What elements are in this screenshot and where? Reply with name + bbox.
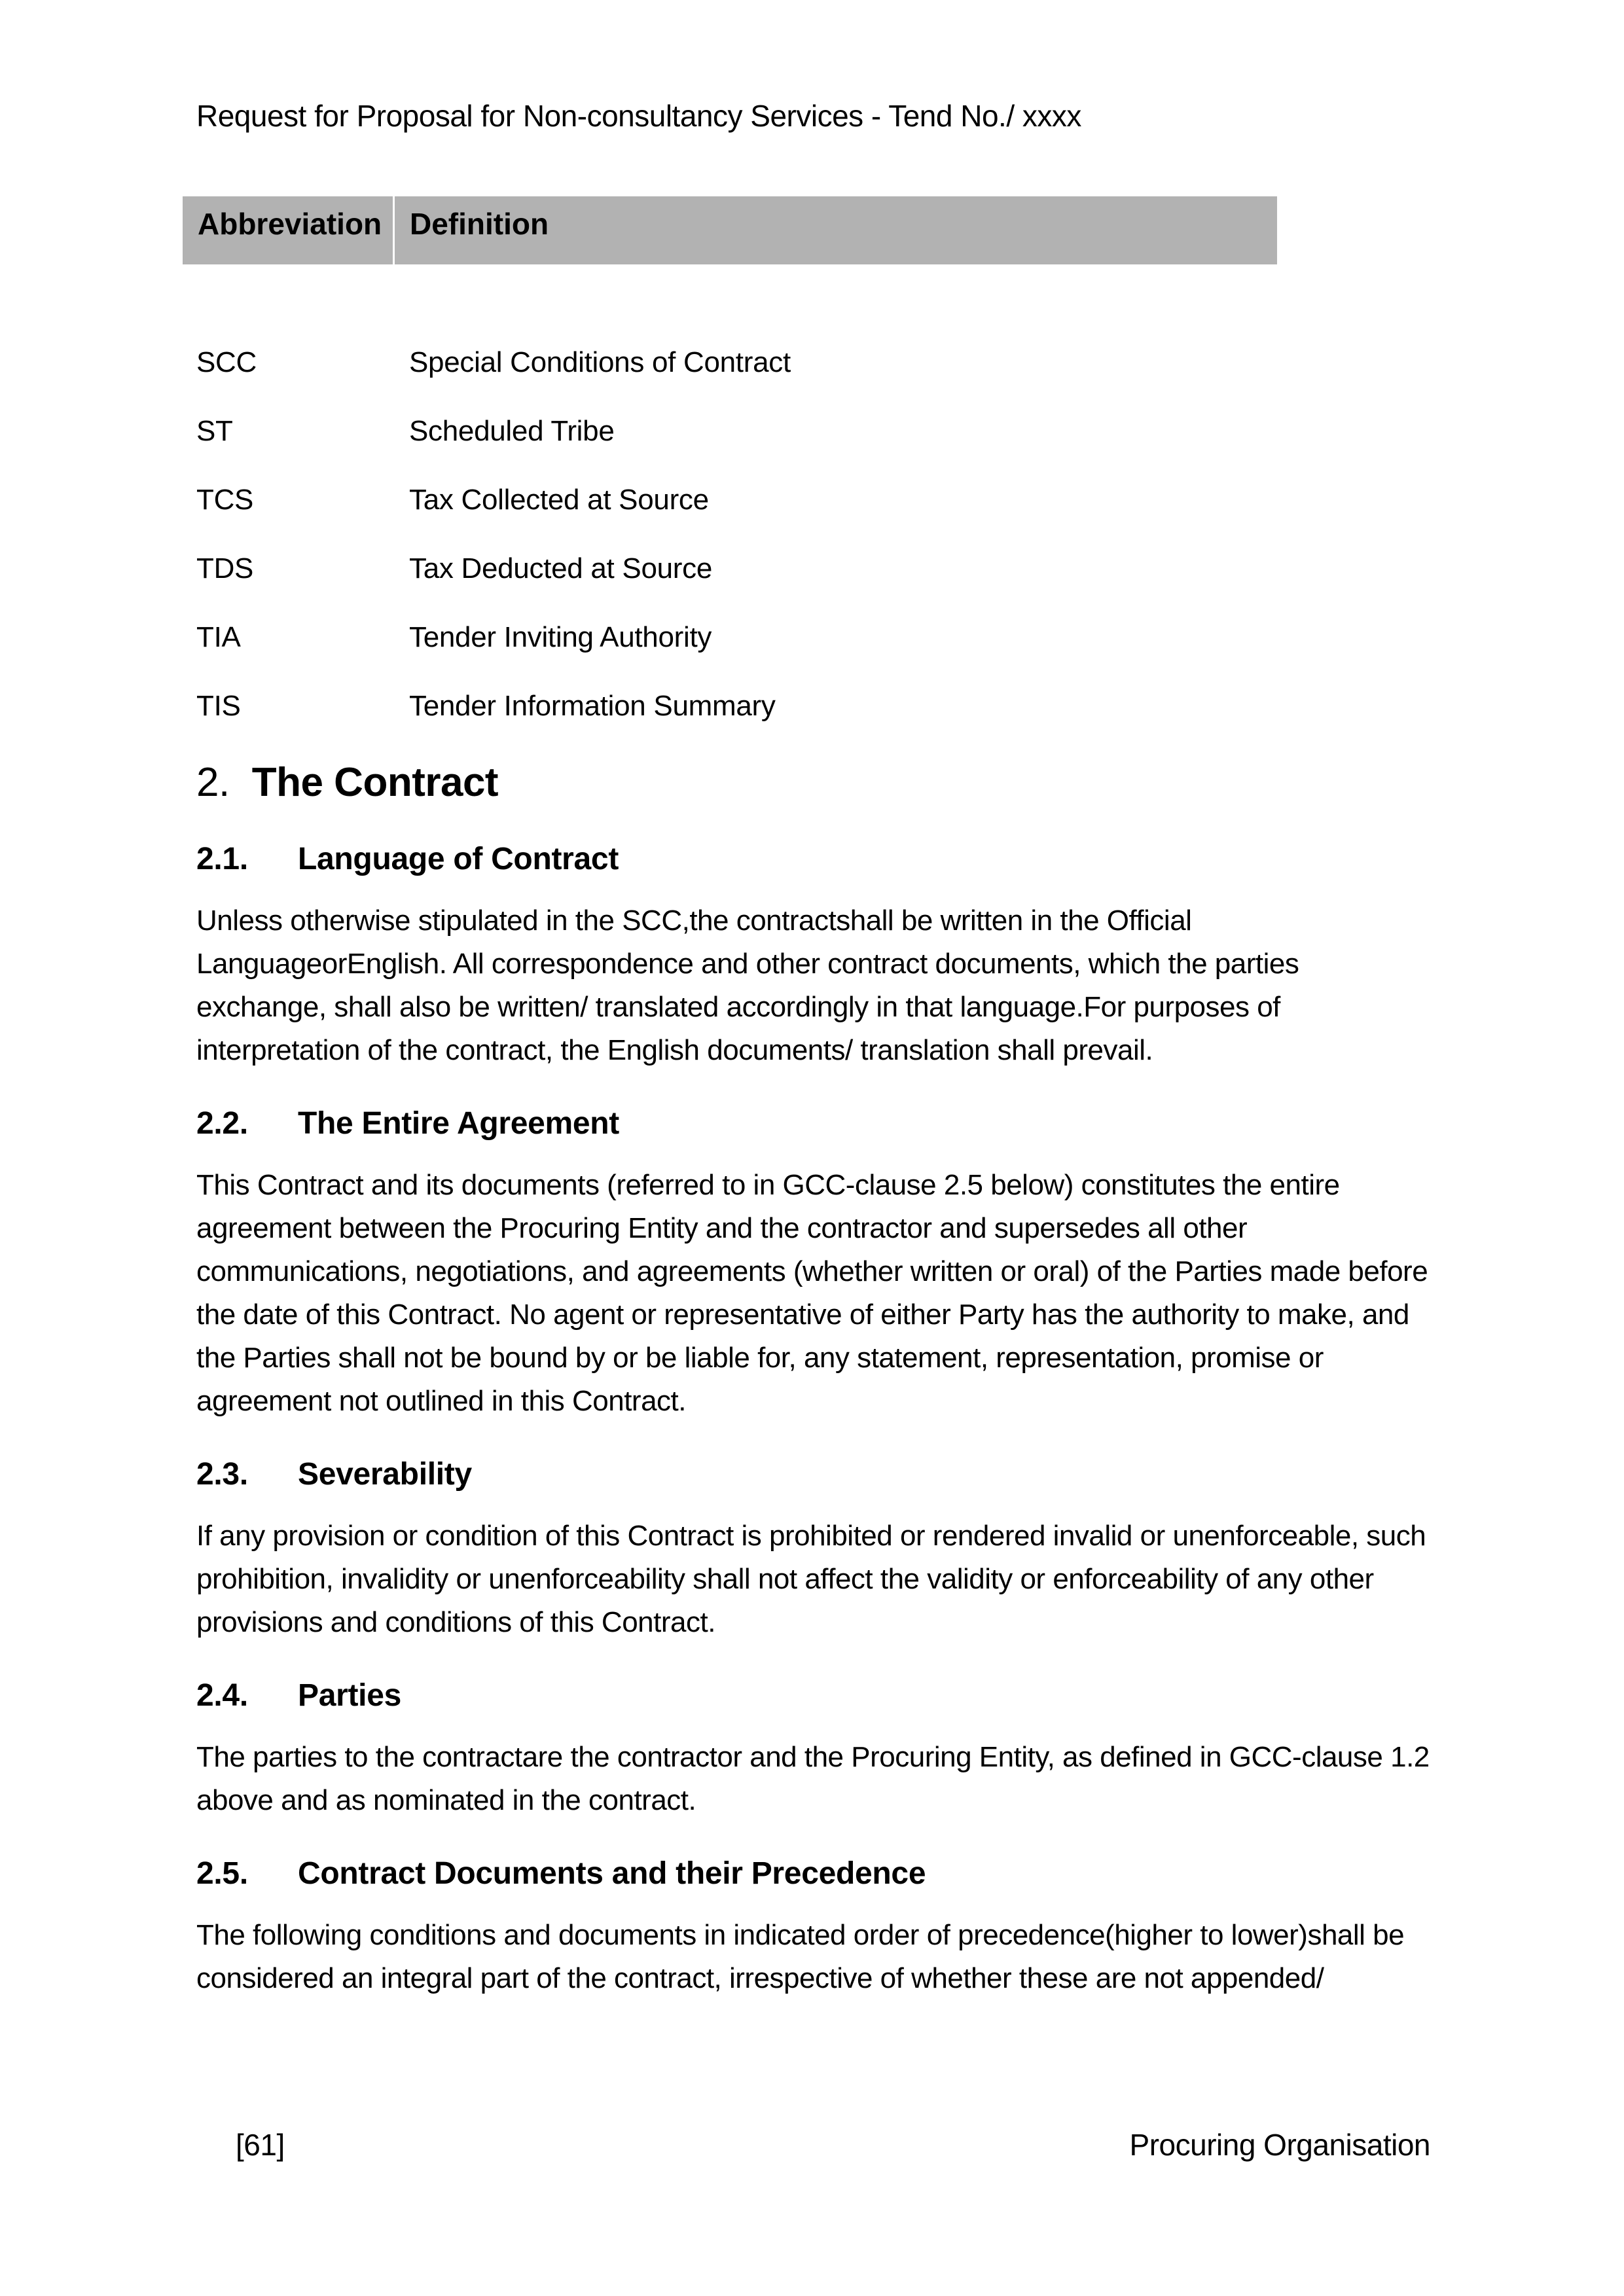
- section-number: 2.2.: [196, 1106, 248, 1141]
- table-row: [196, 483, 1430, 517]
- definition-cell: Scheduled Tribe: [409, 415, 615, 447]
- section-heading-2-2: [196, 1105, 1430, 1143]
- chapter-title: The Contract: [251, 760, 499, 805]
- table-row: [196, 346, 1430, 380]
- definition-cell: Tax Deducted at Source: [409, 552, 713, 584]
- abbreviation-cell: ST: [196, 415, 233, 447]
- section-number: 2.5.: [196, 1856, 248, 1891]
- abbreviation-cell: SCC: [196, 346, 257, 378]
- definition-cell: Tender Information Summary: [409, 690, 776, 722]
- section-paragraph-2-3: If any provision or condition of this Contract is prohibited or rendered invalid or unenforceable, such prohibition, invalidity or unenforceability shall not affect the validity or enforceability of any other provisions and conditions of this Contract.: [196, 1520, 1426, 1638]
- abbreviation-cell: TIA: [196, 621, 241, 653]
- abbreviation-list: [196, 346, 1430, 723]
- abbreviation-table: [183, 196, 1277, 264]
- column-header-abbreviation: Abbreviation: [183, 196, 395, 264]
- section-heading-2-4: [196, 1677, 1430, 1715]
- section-heading-2-5: [196, 1855, 1430, 1893]
- section-paragraph-2-5: The following conditions and documents in indicated order of precedence(higher to lower)shall be considered an integral part of the contract, irrespective of whether these are not appended/: [196, 1919, 1405, 1994]
- running-footer: [236, 2127, 1430, 2162]
- table-row: [196, 414, 1430, 448]
- table-row: [196, 689, 1430, 723]
- running-header: Request for Proposal for Non-consultancy Services - Tend No./ xxxx: [196, 99, 1081, 133]
- footer-organisation-label: Procuring Organisation: [1129, 2128, 1430, 2162]
- table-row: [196, 552, 1430, 586]
- section-paragraph-2-1: Unless otherwise stipulated in the SCC,the contractshall be written in the Official LanguageorEnglish. All correspondence and other contract documents, which the parties exchange, shall also be written/ translated accordingly in that language.For purposes of interpretation of the contract, the English documents/ translation shall prevail.: [196, 905, 1299, 1066]
- section-number: 2.4.: [196, 1678, 248, 1713]
- page-number: [61]: [236, 2128, 285, 2162]
- abbreviation-cell: TIS: [196, 690, 241, 722]
- section-number: 2.1.: [196, 842, 248, 876]
- column-header-definition: Definition: [410, 207, 549, 241]
- section-paragraph-2-2: This Contract and its documents (referred to in GCC-clause 2.5 below) constitutes the entire agreement between the Procuring Entity and the contractor and supersedes all other communications, negotiations, and agreements (whether written or oral) of the Parties made before the date of this Contract. No agent or representative of either Party has the authority to make, and the Parties shall not be bound by or be liable for, any statement, representation, promise or agreement not outlined in this Contract.: [196, 1169, 1428, 1417]
- abbreviation-cell: TCS: [196, 484, 254, 516]
- section-title: Contract Documents and their Precedence: [298, 1856, 926, 1891]
- section-number: 2.3.: [196, 1457, 248, 1492]
- section-title: The Entire Agreement: [298, 1106, 619, 1141]
- section-title: Severability: [298, 1457, 472, 1492]
- table-row: [196, 620, 1430, 655]
- chapter-number: 2.: [196, 760, 230, 805]
- definition-cell: Tax Collected at Source: [409, 484, 709, 516]
- section-title: Parties: [298, 1678, 402, 1713]
- abbreviation-cell: TDS: [196, 552, 254, 584]
- chapter-heading: [196, 758, 1430, 808]
- definition-cell: Special Conditions of Contract: [409, 346, 791, 378]
- section-heading-2-1: [196, 840, 1430, 878]
- section-title: Language of Contract: [298, 842, 619, 876]
- section-heading-2-3: [196, 1456, 1430, 1494]
- section-paragraph-2-4: The parties to the contractare the contractor and the Procuring Entity, as defined in GCC-clause 1.2 above and as nominated in the contract.: [196, 1741, 1430, 1816]
- definition-cell: Tender Inviting Authority: [409, 621, 712, 653]
- abbreviation-table-header-row: [183, 196, 1277, 264]
